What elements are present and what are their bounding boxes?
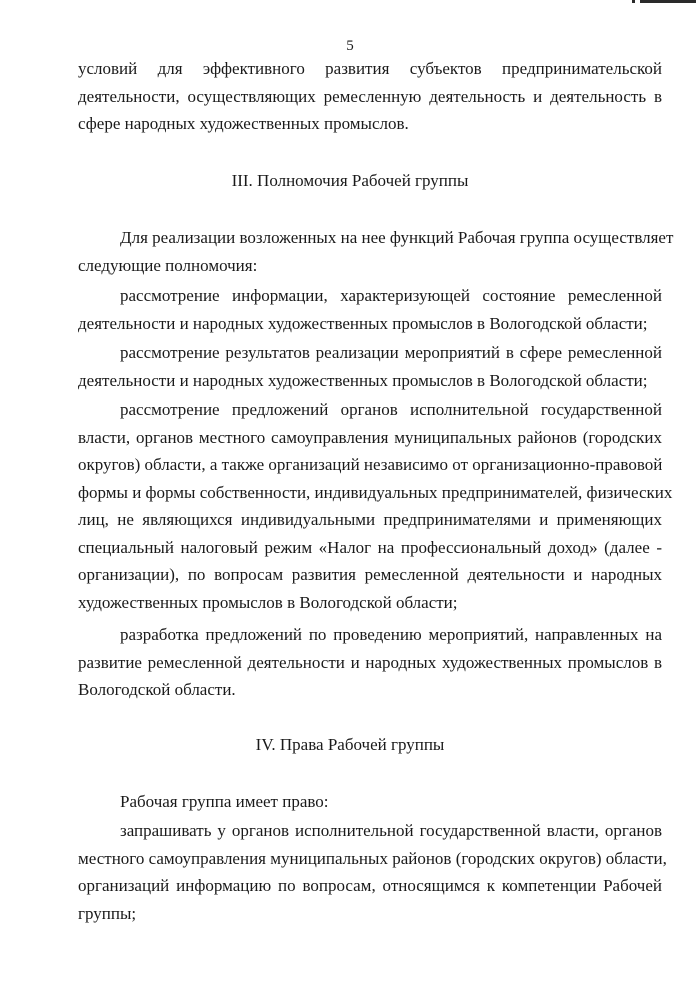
text-line: Вологодской области. (78, 680, 236, 699)
text-line: развитие ремесленной деятельности и народных художественных промыслов в (78, 652, 662, 672)
page-number: 5 (346, 38, 354, 54)
text-line: рассмотрение информации, характеризующей состояние ремесленной (120, 286, 662, 305)
section-3-item-2 (78, 339, 662, 394)
text-line: Для реализации возложенных на нее функций Рабочая группа осуществляет (120, 228, 674, 247)
text-line: группы; (78, 903, 137, 923)
text-line: местного самоуправления муниципальных районов (городских округов) области, (78, 848, 667, 868)
text-line: формы и формы собственности, индивидуальных предпринимателей, физических (78, 482, 673, 502)
section-3-lead-paragraph (78, 224, 674, 279)
text-line: условий для эффективного развития субъектов предпринимательской (78, 59, 662, 78)
text-line: организации), по вопросам развития ремесленной деятельности и народных (78, 565, 662, 584)
text-line: Рабочая группа имеет право: (120, 792, 329, 811)
text-line: округов) области, а также организаций независимо от организационно-правовой (78, 455, 663, 474)
section-4-heading: IV. Права Рабочей группы (255, 735, 445, 754)
text-line: запрашивать у органов исполнительной государственной власти, органов (120, 821, 662, 840)
text-line: рассмотрение предложений органов исполнительной государственной (120, 400, 662, 419)
text-line: специальный налоговый режим «Налог на профессиональный доход» (далее - (78, 537, 662, 557)
text-line: деятельности и народных художественных промыслов в Вологодской области; (78, 313, 648, 333)
text-line: деятельности, осуществляющих ремесленную деятельность и деятельность в (78, 86, 662, 106)
text-line: следующие полномочия: (78, 255, 258, 275)
section-4-lead-paragraph (78, 788, 662, 816)
text-line: организаций информацию по вопросам, относящимся к компетенции Рабочей (78, 876, 662, 895)
text-line: лиц, не являющихся индивидуальными предпринимателями и применяющих (78, 510, 662, 529)
section-4-item-1 (78, 817, 667, 927)
scan-edge-mark (632, 0, 696, 3)
intro-paragraph (78, 55, 662, 138)
text-line: рассмотрение результатов реализации мероприятий в сфере ремесленной (120, 343, 662, 362)
text-line: власти, органов местного самоуправления муниципальных районов (городских (78, 427, 662, 447)
text-line: деятельности и народных художественных промыслов в Вологодской области; (78, 370, 648, 390)
section-3-item-4 (78, 621, 662, 704)
text-line: сфере народных художественных промыслов. (78, 114, 409, 133)
section-3-item-1 (78, 282, 662, 337)
section-3-item-3 (78, 396, 673, 616)
section-3-heading: III. Полномочия Рабочей группы (231, 171, 469, 190)
text-line: разработка предложений по проведению мероприятий, направленных на (120, 625, 662, 644)
text-line: художественных промыслов в Вологодской области; (78, 592, 458, 612)
